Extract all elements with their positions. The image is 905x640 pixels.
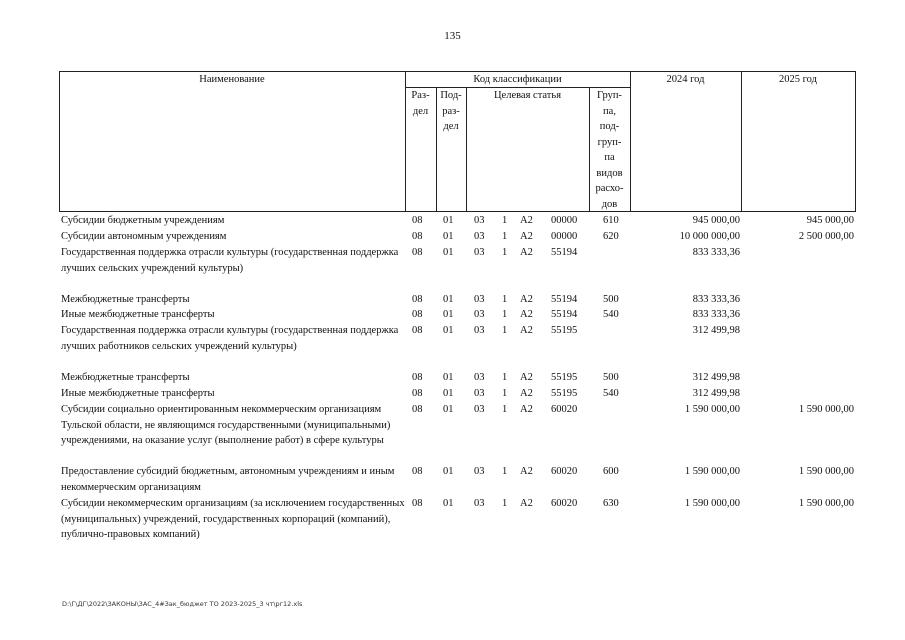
row-target-program: 03 xyxy=(474,498,485,509)
row-expense-group: 500 xyxy=(603,294,619,305)
row-section: 08 xyxy=(412,325,423,336)
header-section: Раз- дел xyxy=(411,90,430,117)
header-group: Груп- па, под- груп- па видов расхо- дов xyxy=(595,90,624,210)
row-target-code: А2 xyxy=(520,231,533,242)
row-subsection: 01 xyxy=(443,388,454,399)
row-section: 08 xyxy=(412,466,423,477)
row-section: 08 xyxy=(412,498,423,509)
file-path-footer: D:\Г\ДГ\2022\ЗАКОНЫ\ЗАС_4#Зак_бюджет ТО 2023-2025_3 чт\рг12.xls xyxy=(62,600,303,608)
row-name: Иные межбюджетные трансферты xyxy=(61,309,215,320)
header-target: Целевая статья xyxy=(493,90,562,101)
row-name: Государственная поддержка отрасли культуры (государственная поддержка лучших сельских учреждений культуры) xyxy=(61,247,399,274)
row-subsection: 01 xyxy=(443,498,454,509)
page-number: 135 xyxy=(444,30,461,42)
row-target-type: 1 xyxy=(502,231,508,242)
row-name: Субсидии бюджетным учреждениям xyxy=(61,215,225,226)
row-target-program: 03 xyxy=(474,247,485,258)
row-section: 08 xyxy=(412,404,423,415)
row-expense-group: 620 xyxy=(603,231,619,242)
row-target-type: 1 xyxy=(502,325,508,336)
row-target-code: А2 xyxy=(520,404,533,415)
row-amount-2025: 1 590 000,00 xyxy=(798,498,854,509)
row-amount-2024: 10 000 000,00 xyxy=(679,231,740,242)
header-year-2025: 2025 год xyxy=(779,74,817,85)
row-subsection: 01 xyxy=(443,372,454,383)
row-name: Предоставление субсидий бюджетным, автономным учреждениям и иным некоммерческим организациям xyxy=(61,466,395,493)
row-target-type: 1 xyxy=(502,372,508,383)
row-target-code: А2 xyxy=(520,247,533,258)
row-amount-2024: 945 000,00 xyxy=(692,215,740,226)
row-target-code: А2 xyxy=(520,388,533,399)
row-target-program: 03 xyxy=(474,294,485,305)
row-target-code: А2 xyxy=(520,498,533,509)
row-target-code: А2 xyxy=(520,309,533,320)
row-target-direction: 60020 xyxy=(551,404,578,415)
row-expense-group: 500 xyxy=(603,372,619,383)
row-section: 08 xyxy=(412,309,423,320)
row-section: 08 xyxy=(412,231,423,242)
row-expense-group: 600 xyxy=(603,466,619,477)
row-expense-group: 540 xyxy=(603,309,619,320)
row-amount-2024: 1 590 000,00 xyxy=(684,404,740,415)
header-subsection: Под- раз- дел xyxy=(440,90,462,132)
row-target-program: 03 xyxy=(474,466,485,477)
row-amount-2025: 1 590 000,00 xyxy=(798,404,854,415)
row-target-direction: 55194 xyxy=(551,309,578,320)
row-target-code: А2 xyxy=(520,466,533,477)
row-target-code: А2 xyxy=(520,325,533,336)
row-name: Субсидии некоммерческим организациям (за исключением государственных (муниципальных) учреждений, государственных корпораций (компаний), публично-правовых компаний) xyxy=(61,498,405,541)
row-target-code: А2 xyxy=(520,215,533,226)
header-year-2024: 2024 год xyxy=(666,74,705,85)
row-target-program: 03 xyxy=(474,231,485,242)
row-amount-2024: 1 590 000,00 xyxy=(684,466,740,477)
row-target-program: 03 xyxy=(474,372,485,383)
row-target-type: 1 xyxy=(502,215,508,226)
row-subsection: 01 xyxy=(443,309,454,320)
row-expense-group: 630 xyxy=(603,498,619,509)
row-target-code: А2 xyxy=(520,372,533,383)
row-subsection: 01 xyxy=(443,294,454,305)
row-name: Государственная поддержка отрасли культуры (государственная поддержка лучших работников сельских учреждений культуры) xyxy=(61,325,399,352)
row-target-type: 1 xyxy=(502,388,508,399)
row-target-direction: 55194 xyxy=(551,294,578,305)
row-target-direction: 55194 xyxy=(551,247,578,258)
row-target-type: 1 xyxy=(502,309,508,320)
row-target-program: 03 xyxy=(474,388,485,399)
row-name: Субсидии автономным учреждениям xyxy=(61,231,227,242)
row-target-direction: 60020 xyxy=(551,466,578,477)
row-target-direction: 00000 xyxy=(551,231,578,242)
row-target-type: 1 xyxy=(502,466,508,477)
row-target-program: 03 xyxy=(474,309,485,320)
row-subsection: 01 xyxy=(443,247,454,258)
row-section: 08 xyxy=(412,247,423,258)
row-section: 08 xyxy=(412,372,423,383)
row-target-direction: 60020 xyxy=(551,498,578,509)
row-target-type: 1 xyxy=(502,294,508,305)
row-amount-2025: 1 590 000,00 xyxy=(798,466,854,477)
row-amount-2024: 1 590 000,00 xyxy=(684,498,740,509)
row-subsection: 01 xyxy=(443,215,454,226)
row-section: 08 xyxy=(412,388,423,399)
row-target-direction: 55195 xyxy=(551,325,578,336)
row-name: Межбюджетные трансферты xyxy=(61,372,190,383)
row-amount-2024: 833 333,36 xyxy=(692,309,740,320)
row-subsection: 01 xyxy=(443,466,454,477)
row-amount-2025: 2 500 000,00 xyxy=(798,231,854,242)
row-section: 08 xyxy=(412,294,423,305)
row-amount-2025: 945 000,00 xyxy=(806,215,854,226)
row-target-program: 03 xyxy=(474,325,485,336)
row-amount-2024: 833 333,36 xyxy=(692,247,740,258)
row-target-type: 1 xyxy=(502,498,508,509)
row-target-direction: 55195 xyxy=(551,388,578,399)
row-target-code: А2 xyxy=(520,294,533,305)
row-name: Межбюджетные трансферты xyxy=(61,294,190,305)
row-amount-2024: 312 499,98 xyxy=(692,325,740,336)
row-target-program: 03 xyxy=(474,404,485,415)
row-amount-2024: 833 333,36 xyxy=(692,294,740,305)
row-target-program: 03 xyxy=(474,215,485,226)
row-amount-2024: 312 499,98 xyxy=(692,388,740,399)
header-name: Наименование xyxy=(199,74,265,85)
row-section: 08 xyxy=(412,215,423,226)
row-subsection: 01 xyxy=(443,404,454,415)
row-target-type: 1 xyxy=(502,404,508,415)
row-subsection: 01 xyxy=(443,325,454,336)
row-target-type: 1 xyxy=(502,247,508,258)
row-target-direction: 00000 xyxy=(551,215,578,226)
row-target-direction: 55195 xyxy=(551,372,578,383)
row-amount-2024: 312 499,98 xyxy=(692,372,740,383)
header-code: Код классификации xyxy=(473,74,562,85)
row-expense-group: 610 xyxy=(603,215,619,226)
row-name: Субсидии социально ориентированным некоммерческим организациям Тульской области, не являющимся государственными (муниципальными) учреждениями, на оказание услуг (выполнение работ) в сфере культуры xyxy=(61,404,391,447)
row-name: Иные межбюджетные трансферты xyxy=(61,388,215,399)
row-expense-group: 540 xyxy=(603,388,619,399)
row-subsection: 01 xyxy=(443,231,454,242)
